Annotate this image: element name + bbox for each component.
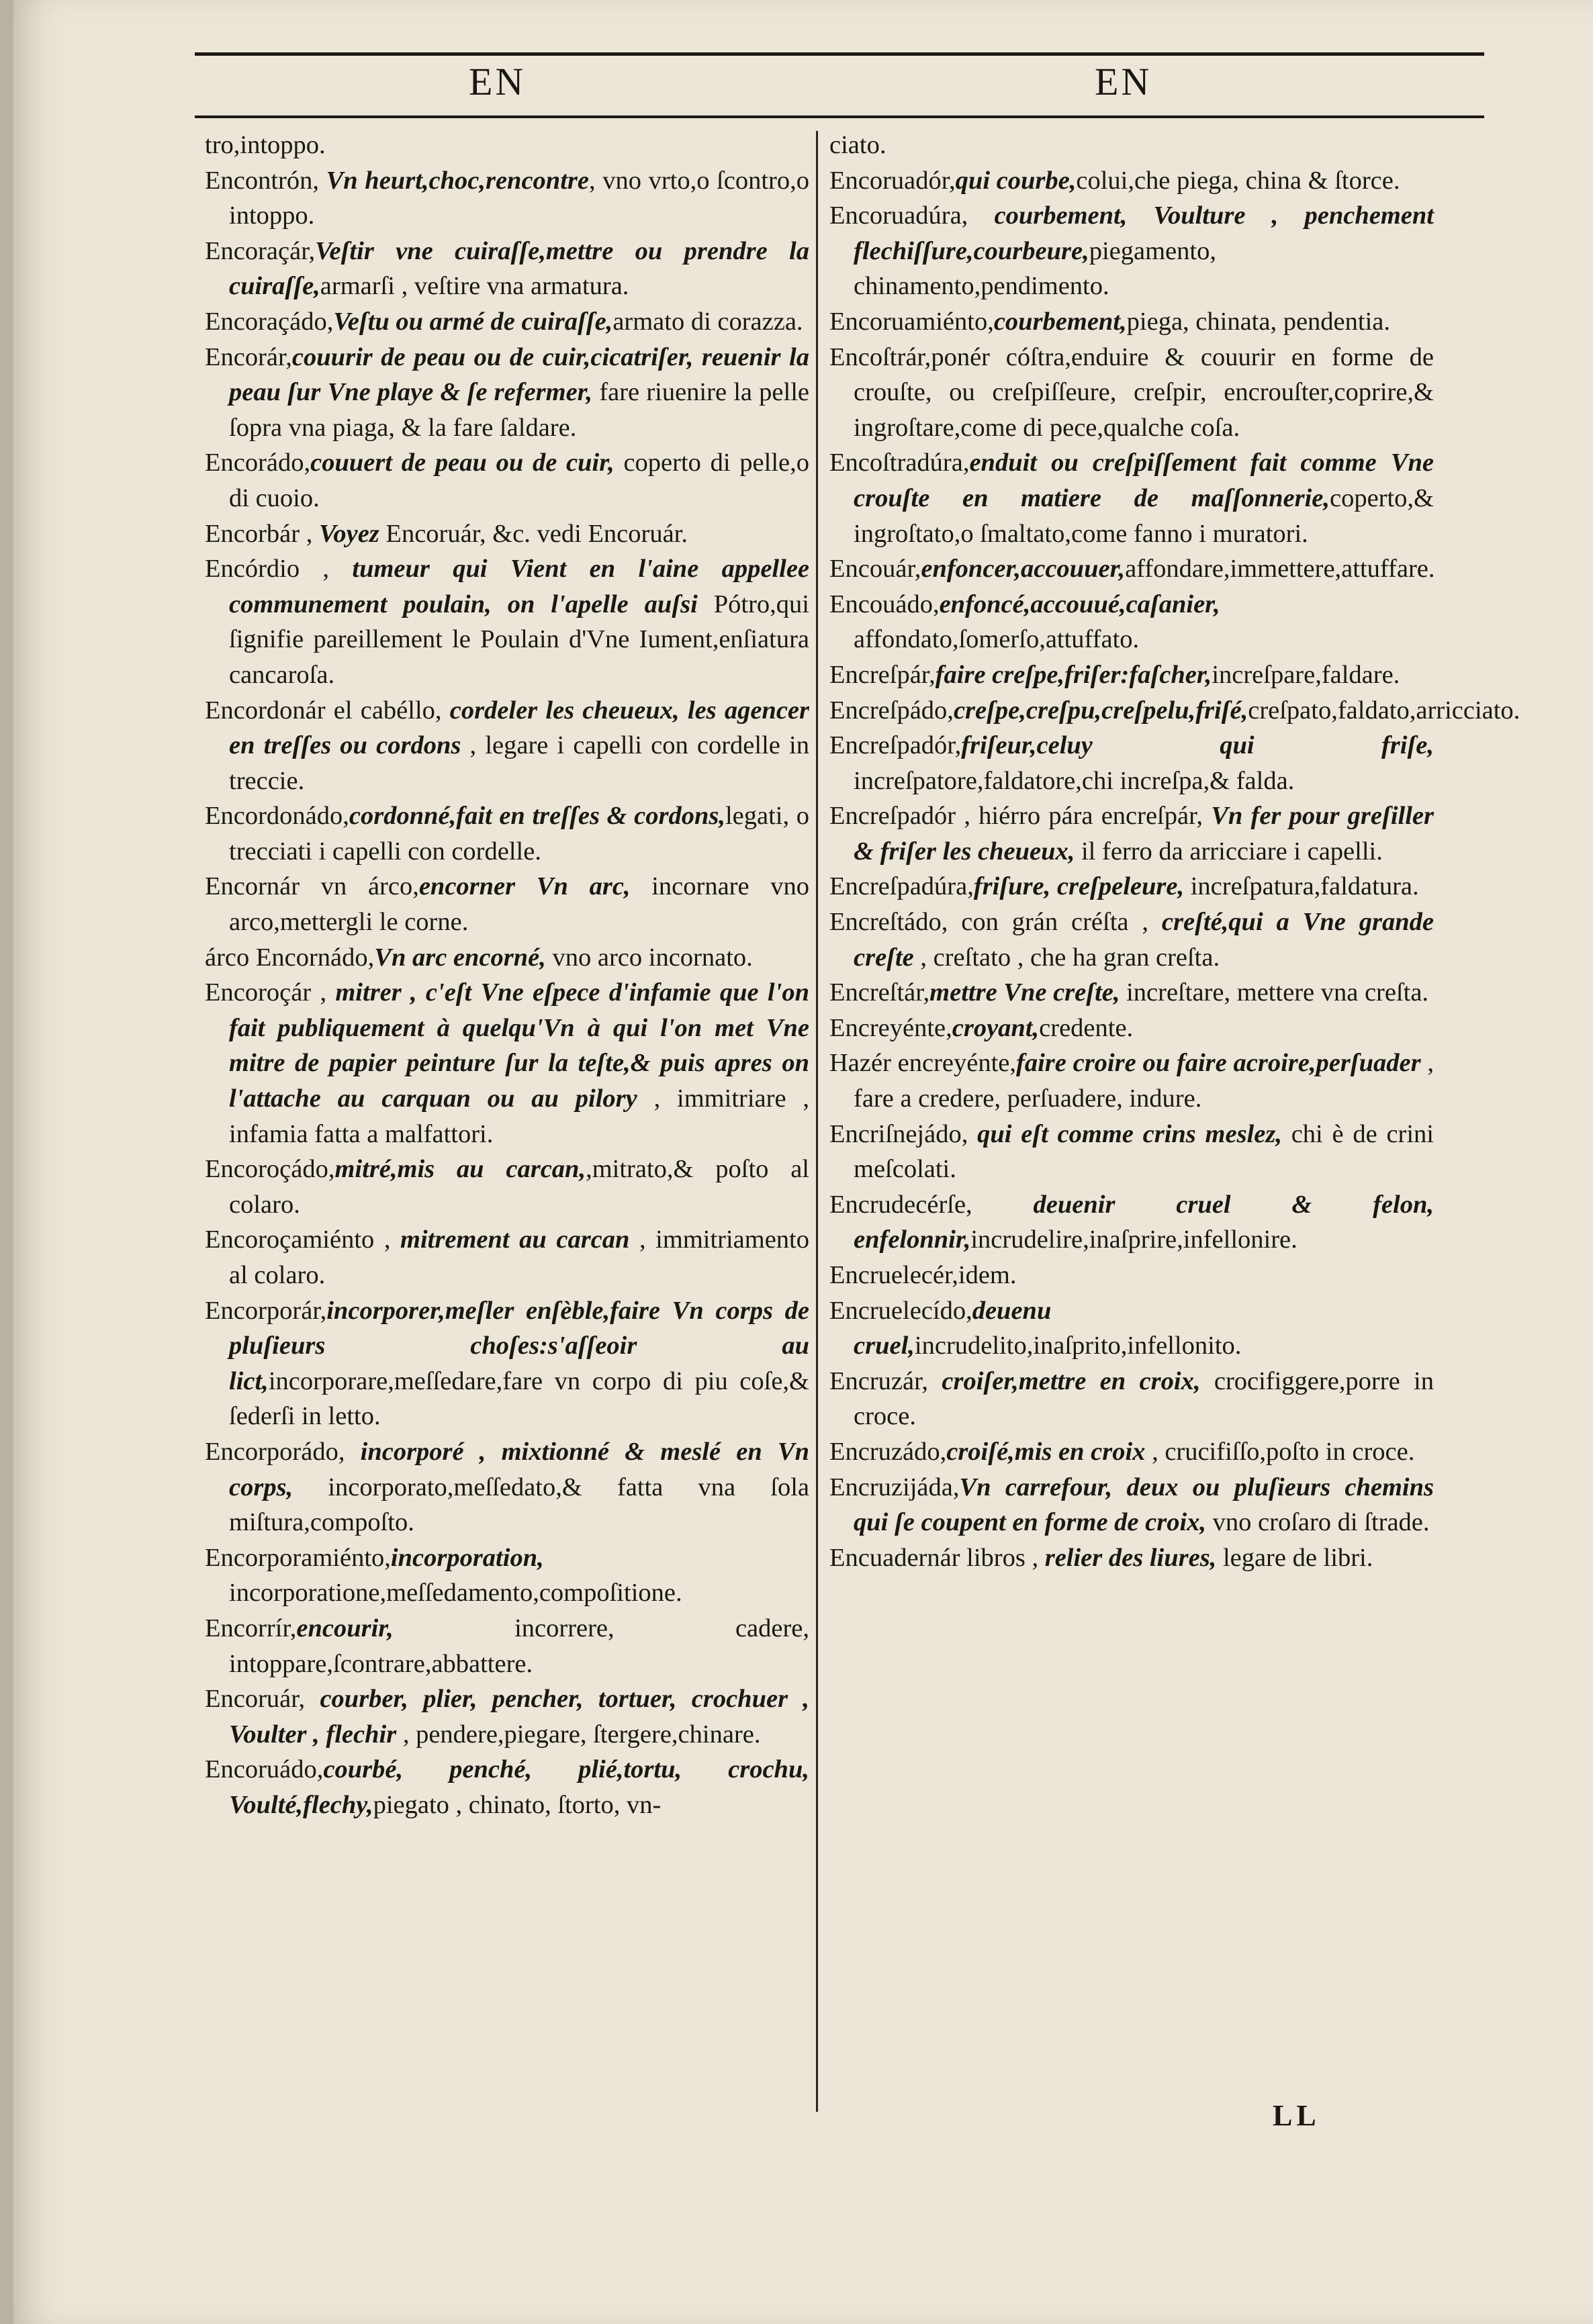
entry-french-gloss: mitré,mis au carcan, xyxy=(334,1155,586,1184)
entry-headword: Encreſpádo, xyxy=(829,696,954,725)
entry-headword: Encruzádo, xyxy=(829,1437,947,1466)
entry-italian-gloss: coperto,& ingroſtato,o ſmaltato,come fanno i muratori. xyxy=(854,483,1434,548)
dictionary-entry xyxy=(829,445,1434,551)
entry-headword: Encórdio , xyxy=(205,555,353,584)
dictionary-entry xyxy=(205,1681,809,1752)
entry-french-gloss: friſeur,celuy qui friſe, xyxy=(961,731,1434,760)
entry-headword: Encoſtradúra, xyxy=(829,449,970,477)
entry-italian-gloss: piega, chinata, pendentia. xyxy=(1126,307,1390,336)
entry-french-gloss: qui courbe, xyxy=(955,166,1077,195)
entry-french-gloss: courbement, Voulture , penchement flechiſſure,courbeure, xyxy=(854,201,1434,265)
entry-headword: Encreyénte, xyxy=(829,1013,952,1042)
entry-french-gloss: friſure, creſpeleure, xyxy=(973,872,1185,901)
entry-headword: Encorár, xyxy=(205,342,292,371)
entry-french-gloss: deuenu cruel, xyxy=(854,1296,1052,1360)
entry-headword: Encreſpadór, xyxy=(829,731,962,760)
entry-french-gloss: faire croire ou faire acroire,perſuader xyxy=(1016,1049,1421,1078)
entry-italian-gloss: Pótro,qui ſignifie pareillement le Poulain d'Vne Iument,enſiatura cancaroſa. xyxy=(229,590,809,689)
dictionary-entry xyxy=(205,940,809,976)
entry-headword: Encreſpadór , hiérro pára encreſpár, xyxy=(829,802,1212,831)
entry-french-gloss: mitrer , c'eſt Vne eſpece d'infamie que l'on fait publiquement à quelqu'Vn à qui l'on met Vne mitre de papier peinture ſur la teſte,& puis apres on l'attache au carquan ou au pilory xyxy=(229,978,809,1113)
entry-italian-gloss: incorrere, cadere, intoppare,ſcontrare,abbattere. xyxy=(229,1614,809,1678)
entry-italian-gloss: incrudelito,inaſprito,infellonito. xyxy=(914,1332,1242,1360)
entry-italian-gloss: affondato,ſomerſo,attuffato. xyxy=(854,625,1140,654)
entry-french-gloss: cordeler les cheueux, les agencer en treſſes ou cordons xyxy=(229,696,809,760)
entry-italian-gloss: increſtare, mettere vna creſta. xyxy=(1120,978,1429,1007)
entry-headword: Encorporár, xyxy=(205,1296,327,1325)
entry-italian-gloss: crocifiggere,porre in croce. xyxy=(854,1366,1434,1431)
entry-headword: Encorbár , xyxy=(205,519,319,548)
dictionary-entry xyxy=(205,1152,809,1222)
dictionary-entry xyxy=(829,163,1434,199)
entry-headword: Encoſtrár, xyxy=(829,342,931,371)
entry-italian-gloss: , pendere,piegare, ſtergere,chinare. xyxy=(396,1720,761,1749)
entry-italian-gloss: increſpatore,faldatore,chi increſpa,& falda. xyxy=(854,766,1295,795)
dictionary-entry xyxy=(829,1293,1434,1364)
dictionary-entry xyxy=(829,1117,1434,1187)
entry-italian-gloss: incorporatione,meſſedamento,compoſitione. xyxy=(229,1579,682,1608)
entry-french-gloss: couurir de peau ou de cuir,cicatriſer, reuenir la peau ſur Vne playe & ſe refermer, xyxy=(229,342,809,407)
dictionary-entry xyxy=(829,975,1434,1011)
entry-headword: Encouádo, xyxy=(829,590,940,618)
dictionary-entry xyxy=(829,1470,1434,1540)
entry-headword: Encruzár, xyxy=(829,1366,942,1395)
entry-french-gloss: cordonné,fait en treſſes & cordons, xyxy=(349,802,725,831)
entry-italian-gloss: ,mitrato,& poſto al colaro. xyxy=(229,1155,809,1219)
entry-headword: Encoroçamiénto , xyxy=(205,1225,401,1254)
dictionary-entry xyxy=(205,1611,809,1681)
entry-french-gloss: Vn carrefour, deux ou pluſieurs chemins qui ſe coupent en forme de croix, xyxy=(854,1473,1434,1537)
entry-italian-gloss: vno croſaro di ſtrade. xyxy=(1206,1508,1430,1537)
dictionary-entry xyxy=(205,1540,809,1611)
entry-french-gloss: croyant, xyxy=(952,1013,1040,1042)
entry-french-gloss: relier des liures, xyxy=(1044,1543,1217,1572)
entry-french-gloss: incorporation, xyxy=(390,1543,544,1572)
dictionary-entry xyxy=(205,340,809,446)
entry-french-gloss: creſpe,creſpu,creſpelu,friſé, xyxy=(953,696,1248,725)
dictionary-entry xyxy=(205,234,809,304)
entry-headword: Encreſtádo, con grán créſta , xyxy=(829,908,1162,937)
dictionary-entry xyxy=(829,1045,1434,1116)
entry-french-gloss: mettre Vne creſte, xyxy=(929,978,1120,1007)
entry-italian-gloss: credente. xyxy=(1039,1013,1134,1042)
entry-italian-gloss: fare riuenire la pelle ſopra vna piaga, & la fare ſaldare. xyxy=(229,378,809,442)
entry-italian-gloss: vno arco incornato. xyxy=(545,943,753,972)
entry-italian-gloss: increſpare,faldare. xyxy=(1212,660,1400,689)
dictionary-entry xyxy=(205,1222,809,1293)
entry-headword: Encoruadór, xyxy=(829,166,956,195)
entry-headword: Encoraçádo, xyxy=(205,307,334,336)
dictionary-entry xyxy=(829,587,1434,657)
dictionary-entry xyxy=(205,445,809,516)
dictionary-entry xyxy=(205,1293,809,1434)
entry-headword: Encoruádo, xyxy=(205,1755,324,1784)
entry-headword: Encreſpár, xyxy=(829,660,936,689)
entry-italian-gloss: , immitriamento al colaro. xyxy=(229,1225,809,1289)
entry-french-gloss: deuenir cruel & felon, enfelonnir, xyxy=(854,1190,1434,1254)
entry-french-gloss: encorner Vn arc, xyxy=(418,872,631,901)
entry-italian-gloss: creſpato,faldato,arricciato. xyxy=(1248,696,1520,725)
entry-italian-gloss: il ferro da arricciare i capelli. xyxy=(1075,837,1383,866)
entry-french-gloss: creſté,qui a Vne grande creſte xyxy=(854,908,1434,972)
entry-headword: Encrudecérſe, xyxy=(829,1190,1034,1219)
entry-italian-gloss: incrudelire,inaſprire,infellonire. xyxy=(970,1225,1298,1254)
entry-headword: Encreſpadúra, xyxy=(829,872,974,901)
entry-french-gloss: courbé, penché, plié,tortu, crochu, Voulté,flechy, xyxy=(229,1755,809,1819)
entry-italian-gloss: armarſi , veſtire vna armatura. xyxy=(320,272,629,301)
running-head-left: EN xyxy=(469,60,527,103)
entry-italian-gloss: incorporare,meſſedare,fare vn corpo di piu coſe,& ſederſi in letto. xyxy=(229,1366,809,1431)
entry-french-gloss: incorporer,meſler enſèble,faire Vn corps de pluſieurs choſes:s'aſſeoir au lict, xyxy=(229,1296,809,1395)
entry-french-gloss: qui eſt comme crins meslez, xyxy=(977,1119,1282,1148)
entry-french-gloss: Voyez xyxy=(318,519,379,548)
entry-italian-gloss: , crucifiſſo,poſto in croce. xyxy=(1145,1437,1415,1466)
entry-headword: Encordonádo, xyxy=(205,802,349,831)
entry-italian-gloss: , vno vrto,o ſcontro,o intoppo. xyxy=(229,166,809,230)
dictionary-entry xyxy=(829,198,1434,304)
entry-italian-gloss: increſpatura,faldatura. xyxy=(1184,872,1419,901)
entry-italian-gloss: legare de libri. xyxy=(1216,1543,1373,1572)
header-rule-top xyxy=(195,52,1484,56)
entry-french-gloss: encourir, xyxy=(296,1614,394,1642)
entry-french-gloss: croiſé,mis en croix xyxy=(946,1437,1146,1466)
entry-headword: Hazér encreyénte, xyxy=(829,1049,1016,1078)
left-column xyxy=(205,128,809,2142)
dictionary-entry xyxy=(829,1258,1434,1293)
entry-italian-gloss: ciato. xyxy=(829,131,886,159)
entry-italian-gloss: , fare a credere, perſuadere, indure. xyxy=(854,1049,1435,1113)
dictionary-entry xyxy=(205,798,809,869)
dictionary-entry xyxy=(205,693,809,799)
entry-headword: Encruelecér, xyxy=(829,1261,958,1289)
running-head-right: EN xyxy=(1095,60,1152,103)
dictionary-entry xyxy=(205,1752,809,1822)
entry-french-gloss: enduit ou creſpiſſement fait comme Vne crouſte en matiere de maſſonnerie, xyxy=(854,449,1434,512)
dictionary-entry xyxy=(829,693,1520,729)
running-header xyxy=(195,52,1484,133)
entry-italian-gloss: chi è de crini meſcolati. xyxy=(854,1119,1435,1184)
column-divider xyxy=(816,131,818,2112)
dictionary-entry xyxy=(205,304,809,340)
dictionary-entry xyxy=(829,128,1434,163)
entry-headword: Encriſnejádo, xyxy=(829,1119,978,1148)
entry-french-gloss: faire creſpe,friſer:faſcher, xyxy=(935,660,1212,689)
dictionary-page xyxy=(13,0,1593,2324)
dictionary-entry xyxy=(829,304,1434,340)
entry-headword: Encoraçár, xyxy=(205,236,316,265)
dictionary-entry xyxy=(205,551,809,692)
dictionary-entry xyxy=(829,1540,1434,1576)
entry-french-gloss: enfoncé,accouué,caſanier, xyxy=(939,590,1220,618)
entry-headword: Encouár, xyxy=(829,555,921,584)
dictionary-entry xyxy=(829,340,1434,446)
entry-headword: árco Encornádo, xyxy=(205,943,375,972)
entry-french-gloss: incorporé , mixtionné & meslé en Vn corps, xyxy=(229,1437,809,1501)
dictionary-entry xyxy=(829,1011,1434,1046)
entry-italian-gloss: coperto di pelle,o di cuoio. xyxy=(229,449,809,512)
entry-headword: Encornár vn árco, xyxy=(205,872,419,901)
dictionary-entry xyxy=(205,128,809,163)
dictionary-entry xyxy=(205,163,809,234)
entry-headword: Encruelecído, xyxy=(829,1296,972,1325)
entry-french-gloss: Vn fer pour greſiller & friſer les cheueux, xyxy=(854,802,1434,866)
entry-italian-gloss: incornare vno arco,mettergli le corne. xyxy=(229,872,809,937)
entry-french-gloss: Vn heurt,choc,rencontre xyxy=(326,166,589,195)
entry-headword: Encoruár, xyxy=(205,1685,320,1714)
entry-headword: Encontrón, xyxy=(205,166,326,195)
entry-french-gloss: tumeur qui Vient en l'aine appellee communement poulain, on l'apelle auſsi xyxy=(229,555,810,618)
entry-italian-gloss: incorporato,meſſedato,& fatta vna ſola miſtura,compoſto. xyxy=(229,1473,809,1537)
entry-headword: Encorporamiénto, xyxy=(205,1543,391,1572)
dictionary-entry xyxy=(829,551,1434,587)
dictionary-entry xyxy=(205,975,809,1152)
entry-italian-gloss: ponér cóſtra,enduire & couurir en forme de crouſte, ou creſpiſſeure, creſpir, encrouſter,coprire,& ingroſtare,come di pece,qualche coſa. xyxy=(854,342,1434,442)
entry-headword: Encoroçár , xyxy=(205,978,336,1007)
entry-headword: Encreſtár, xyxy=(829,978,930,1007)
entry-french-gloss: croiſer,mettre en croix, xyxy=(942,1366,1201,1395)
entry-italian-gloss: , creſtato , che ha gran creſta. xyxy=(913,943,1220,972)
dictionary-entry xyxy=(829,1434,1434,1470)
entry-french-gloss: Veſtir vne cuiraſſe,mettre ou prendre la cuiraſſe, xyxy=(229,236,809,301)
entry-italian-gloss: armato di corazza. xyxy=(612,307,803,336)
catchword: LL xyxy=(1273,2099,1320,2132)
dictionary-entry xyxy=(829,904,1434,975)
entry-french-gloss: courbement, xyxy=(993,307,1127,336)
dictionary-entry xyxy=(829,798,1434,869)
dictionary-entry xyxy=(205,516,809,552)
entry-italian-gloss: , legare i capelli con cordelle in treccie. xyxy=(229,731,809,795)
entry-italian-gloss: tro,intoppo. xyxy=(205,131,326,159)
entry-headword: Encoruamiénto, xyxy=(829,307,994,336)
entry-italian-gloss: idem. xyxy=(958,1261,1017,1289)
entry-french-gloss: Veſtu ou armé de cuiraſſe, xyxy=(333,307,613,336)
right-column xyxy=(829,128,1520,2142)
entry-headword: Encorrír, xyxy=(205,1614,297,1642)
entry-french-gloss: enfoncer,accouuer, xyxy=(921,555,1126,584)
entry-headword: Encorádo, xyxy=(205,449,311,477)
entry-french-gloss: mitrement au carcan xyxy=(400,1225,630,1254)
entry-italian-gloss: legati, o trecciati i capelli con cordelle. xyxy=(229,802,809,866)
entry-french-gloss: courber, plier, pencher, tortuer, crochuer , Voulter , flechir xyxy=(229,1685,809,1749)
header-rule-bottom xyxy=(195,115,1484,118)
dictionary-entry xyxy=(829,869,1434,904)
entry-french-gloss: couuert de peau ou de cuir, xyxy=(310,449,615,477)
dictionary-entry xyxy=(829,1187,1434,1258)
entry-headword: Encorporádo, xyxy=(205,1437,361,1466)
entry-headword: Encoruadúra, xyxy=(829,201,995,230)
entry-italian-gloss: piegamento, chinamento,pendimento. xyxy=(854,236,1216,301)
entry-italian-gloss: , immitriare , infamia fatta a malfattori. xyxy=(229,1084,810,1148)
dictionary-entry xyxy=(205,1434,809,1540)
dictionary-entry xyxy=(829,1364,1434,1434)
entry-headword: Encoroçádo, xyxy=(205,1155,335,1184)
entry-headword: Encruzijáda, xyxy=(829,1473,960,1501)
dictionary-entry xyxy=(829,728,1434,798)
entry-headword: Encordonár el cabéllo, xyxy=(205,696,450,725)
dictionary-entry xyxy=(829,657,1434,693)
entry-italian-gloss: affondare,immettere,attuffare. xyxy=(1125,555,1435,584)
entry-italian-gloss: colui,che piega, china & ſtorce. xyxy=(1076,166,1400,195)
entry-headword: Encuadernár libros , xyxy=(829,1543,1045,1572)
entry-italian-gloss: Encoruár, &c. vedi Encoruár. xyxy=(379,519,688,548)
entry-italian-gloss: piegato , chinato, ſtorto, vn- xyxy=(373,1790,662,1819)
entry-french-gloss: Vn arc encorné, xyxy=(374,943,546,972)
dictionary-entry xyxy=(205,869,809,939)
